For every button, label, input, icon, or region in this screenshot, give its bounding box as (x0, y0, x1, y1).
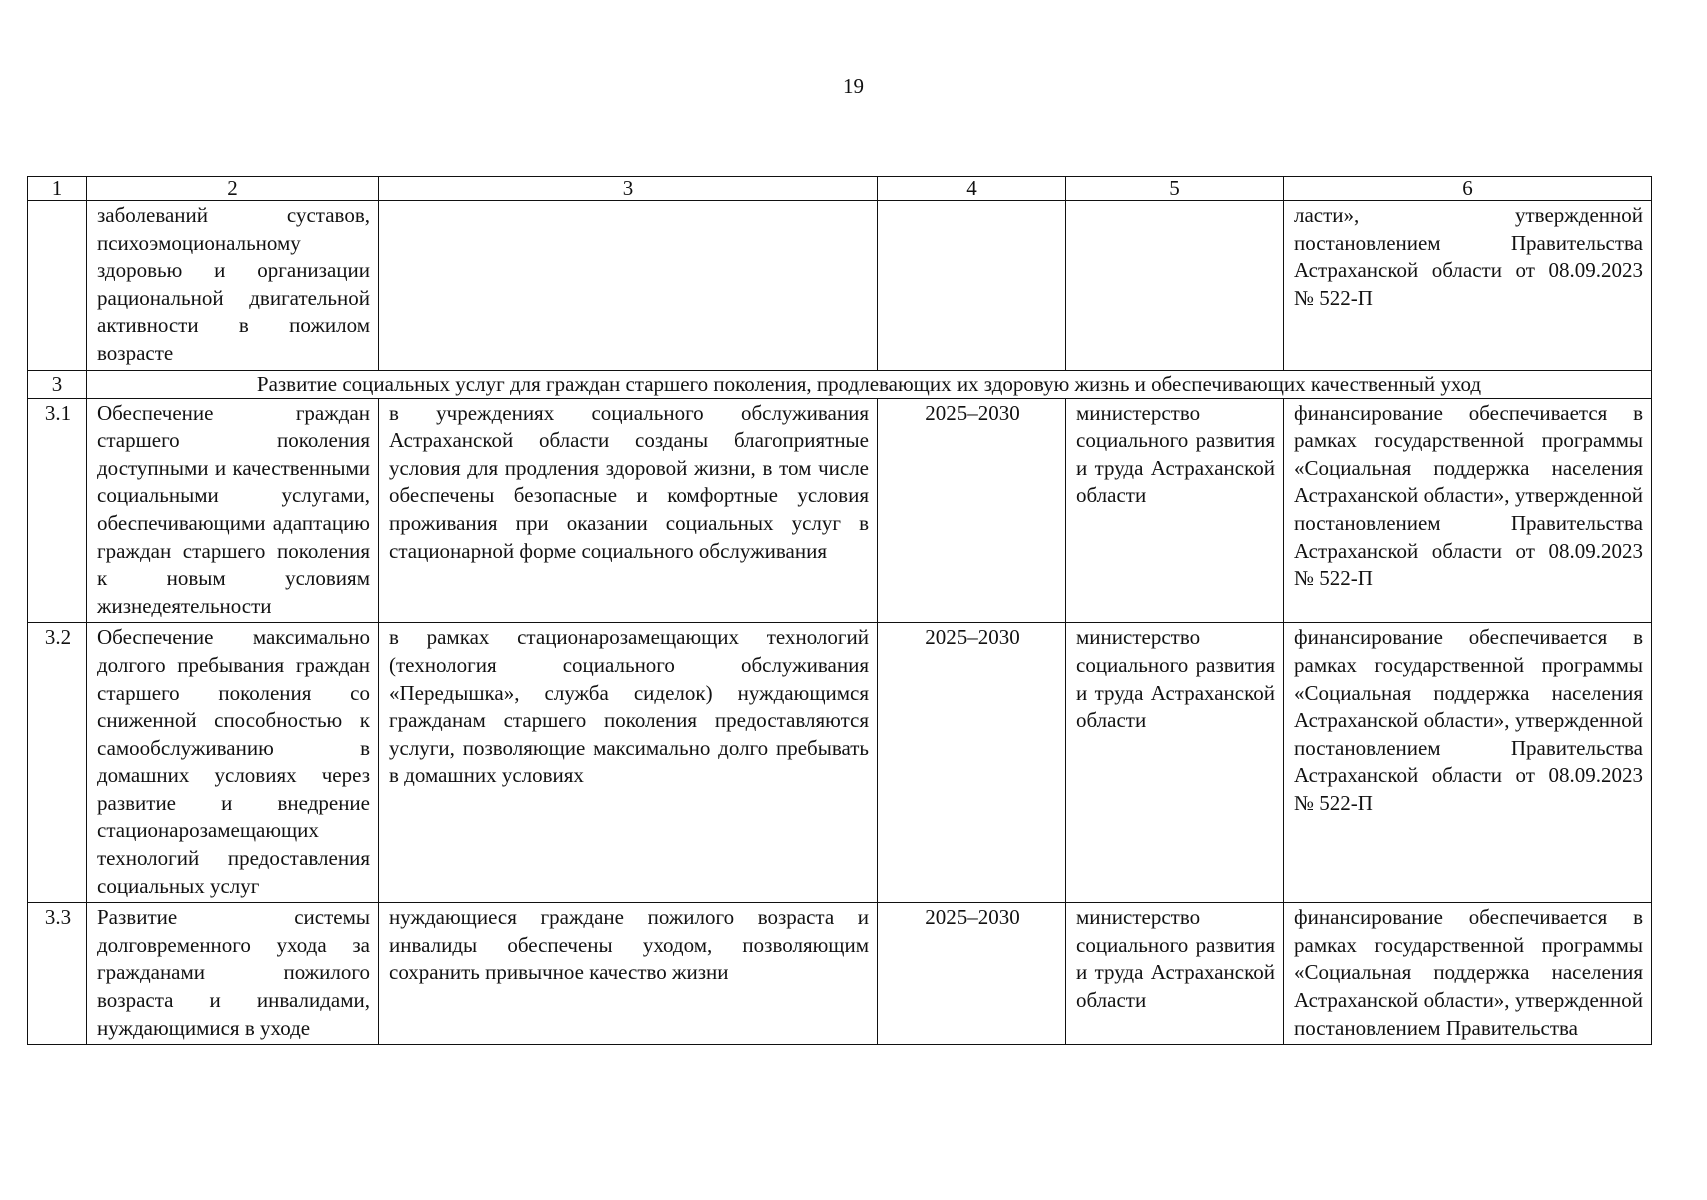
column-number-1: 1 (28, 177, 87, 201)
continuation-measure-cell: заболеваний суставов, психоэмоциональному здоровью и организации рациональной двигательной активности в пожилом возрасте (87, 201, 379, 371)
column-number-4: 4 (878, 177, 1066, 201)
column-number-3: 3 (379, 177, 878, 201)
result-cell: нуждающиеся граждане пожилого возраста и инвалиды обеспечены уходом, позволяющим сохранить привычное качество жизни (379, 903, 878, 1045)
executor-cell: министерство социального развития и труда Астраханской области (1066, 623, 1284, 903)
period-cell: 2025–2030 (878, 398, 1066, 623)
continuation-result-cell (379, 201, 878, 371)
column-number-2: 2 (87, 177, 379, 201)
result-cell: в рамках стационарозамещающих технологий (технология социального обслуживания «Передышка», служба сиделок) нуждающимся гражданам старшего поколения предоставляются услуги, позволяющие максимально долго пребывать в домашних условиях (379, 623, 878, 903)
executor-cell: министерство социального развития и труда Астраханской области (1066, 903, 1284, 1045)
financing-cell: финансирование обеспечивается в рамках государственной программы «Социальная поддержка населения Астраханской области», утвержденной постановлением Правительства (1284, 903, 1652, 1045)
column-number-6: 6 (1284, 177, 1652, 201)
column-number-row (28, 177, 1652, 201)
measure-cell: Развитие системы долговременного ухода за гражданами пожилого возраста и инвалидами, нуждающимися в уходе (87, 903, 379, 1045)
row-number: 3.2 (28, 623, 87, 903)
section-number: 3 (28, 370, 87, 398)
section-title: Развитие социальных услуг для граждан старшего поколения, продлевающих их здоровую жизнь и обеспечивающих качественный уход (87, 370, 1652, 398)
table-row (28, 398, 1652, 623)
continuation-row (28, 201, 1652, 371)
row-number: 3.1 (28, 398, 87, 623)
executor-cell: министерство социального развития и труда Астраханской области (1066, 398, 1284, 623)
continuation-period-cell (878, 201, 1066, 371)
row-number: 3.3 (28, 903, 87, 1045)
table-row (28, 903, 1652, 1045)
measure-cell: Обеспечение максимально долгого пребывания граждан старшего поколения со сниженной способностью к самообслуживанию в домашних условиях через развитие и внедрение стационарозамещающих технологий предоставления социальных услуг (87, 623, 379, 903)
continuation-financing-cell: ласти», утвержденной постановлением Правительства Астраханской области от 08.09.2023 № 522-П (1284, 201, 1652, 371)
page-number: 19 (843, 74, 864, 98)
period-cell: 2025–2030 (878, 623, 1066, 903)
measure-cell: Обеспечение граждан старшего поколения доступными и качественными социальными услугами, обеспечивающими адаптацию граждан старшего поколения к новым условиям жизнедеятельности (87, 398, 379, 623)
continuation-executor-cell (1066, 201, 1284, 371)
measures-table (27, 176, 1652, 1045)
column-number-5: 5 (1066, 177, 1284, 201)
table-row (28, 623, 1652, 903)
result-cell: в учреждениях социального обслуживания Астраханской области созданы благоприятные условия для продления здоровой жизни, в том числе обеспечены безопасные и комфортные условия проживания при оказании социальных услуг в стационарной форме социального обслуживания (379, 398, 878, 623)
financing-cell: финансирование обеспечивается в рамках государственной программы «Социальная поддержка населения Астраханской области», утвержденной постановлением Правительства Астраханской области от 08.09.2023 № 522-П (1284, 398, 1652, 623)
financing-cell: финансирование обеспечивается в рамках государственной программы «Социальная поддержка населения Астраханской области», утвержденной постановлением Правительства Астраханской области от 08.09.2023 № 522-П (1284, 623, 1652, 903)
continuation-number-cell (28, 201, 87, 371)
section-row (28, 370, 1652, 398)
period-cell: 2025–2030 (878, 903, 1066, 1045)
